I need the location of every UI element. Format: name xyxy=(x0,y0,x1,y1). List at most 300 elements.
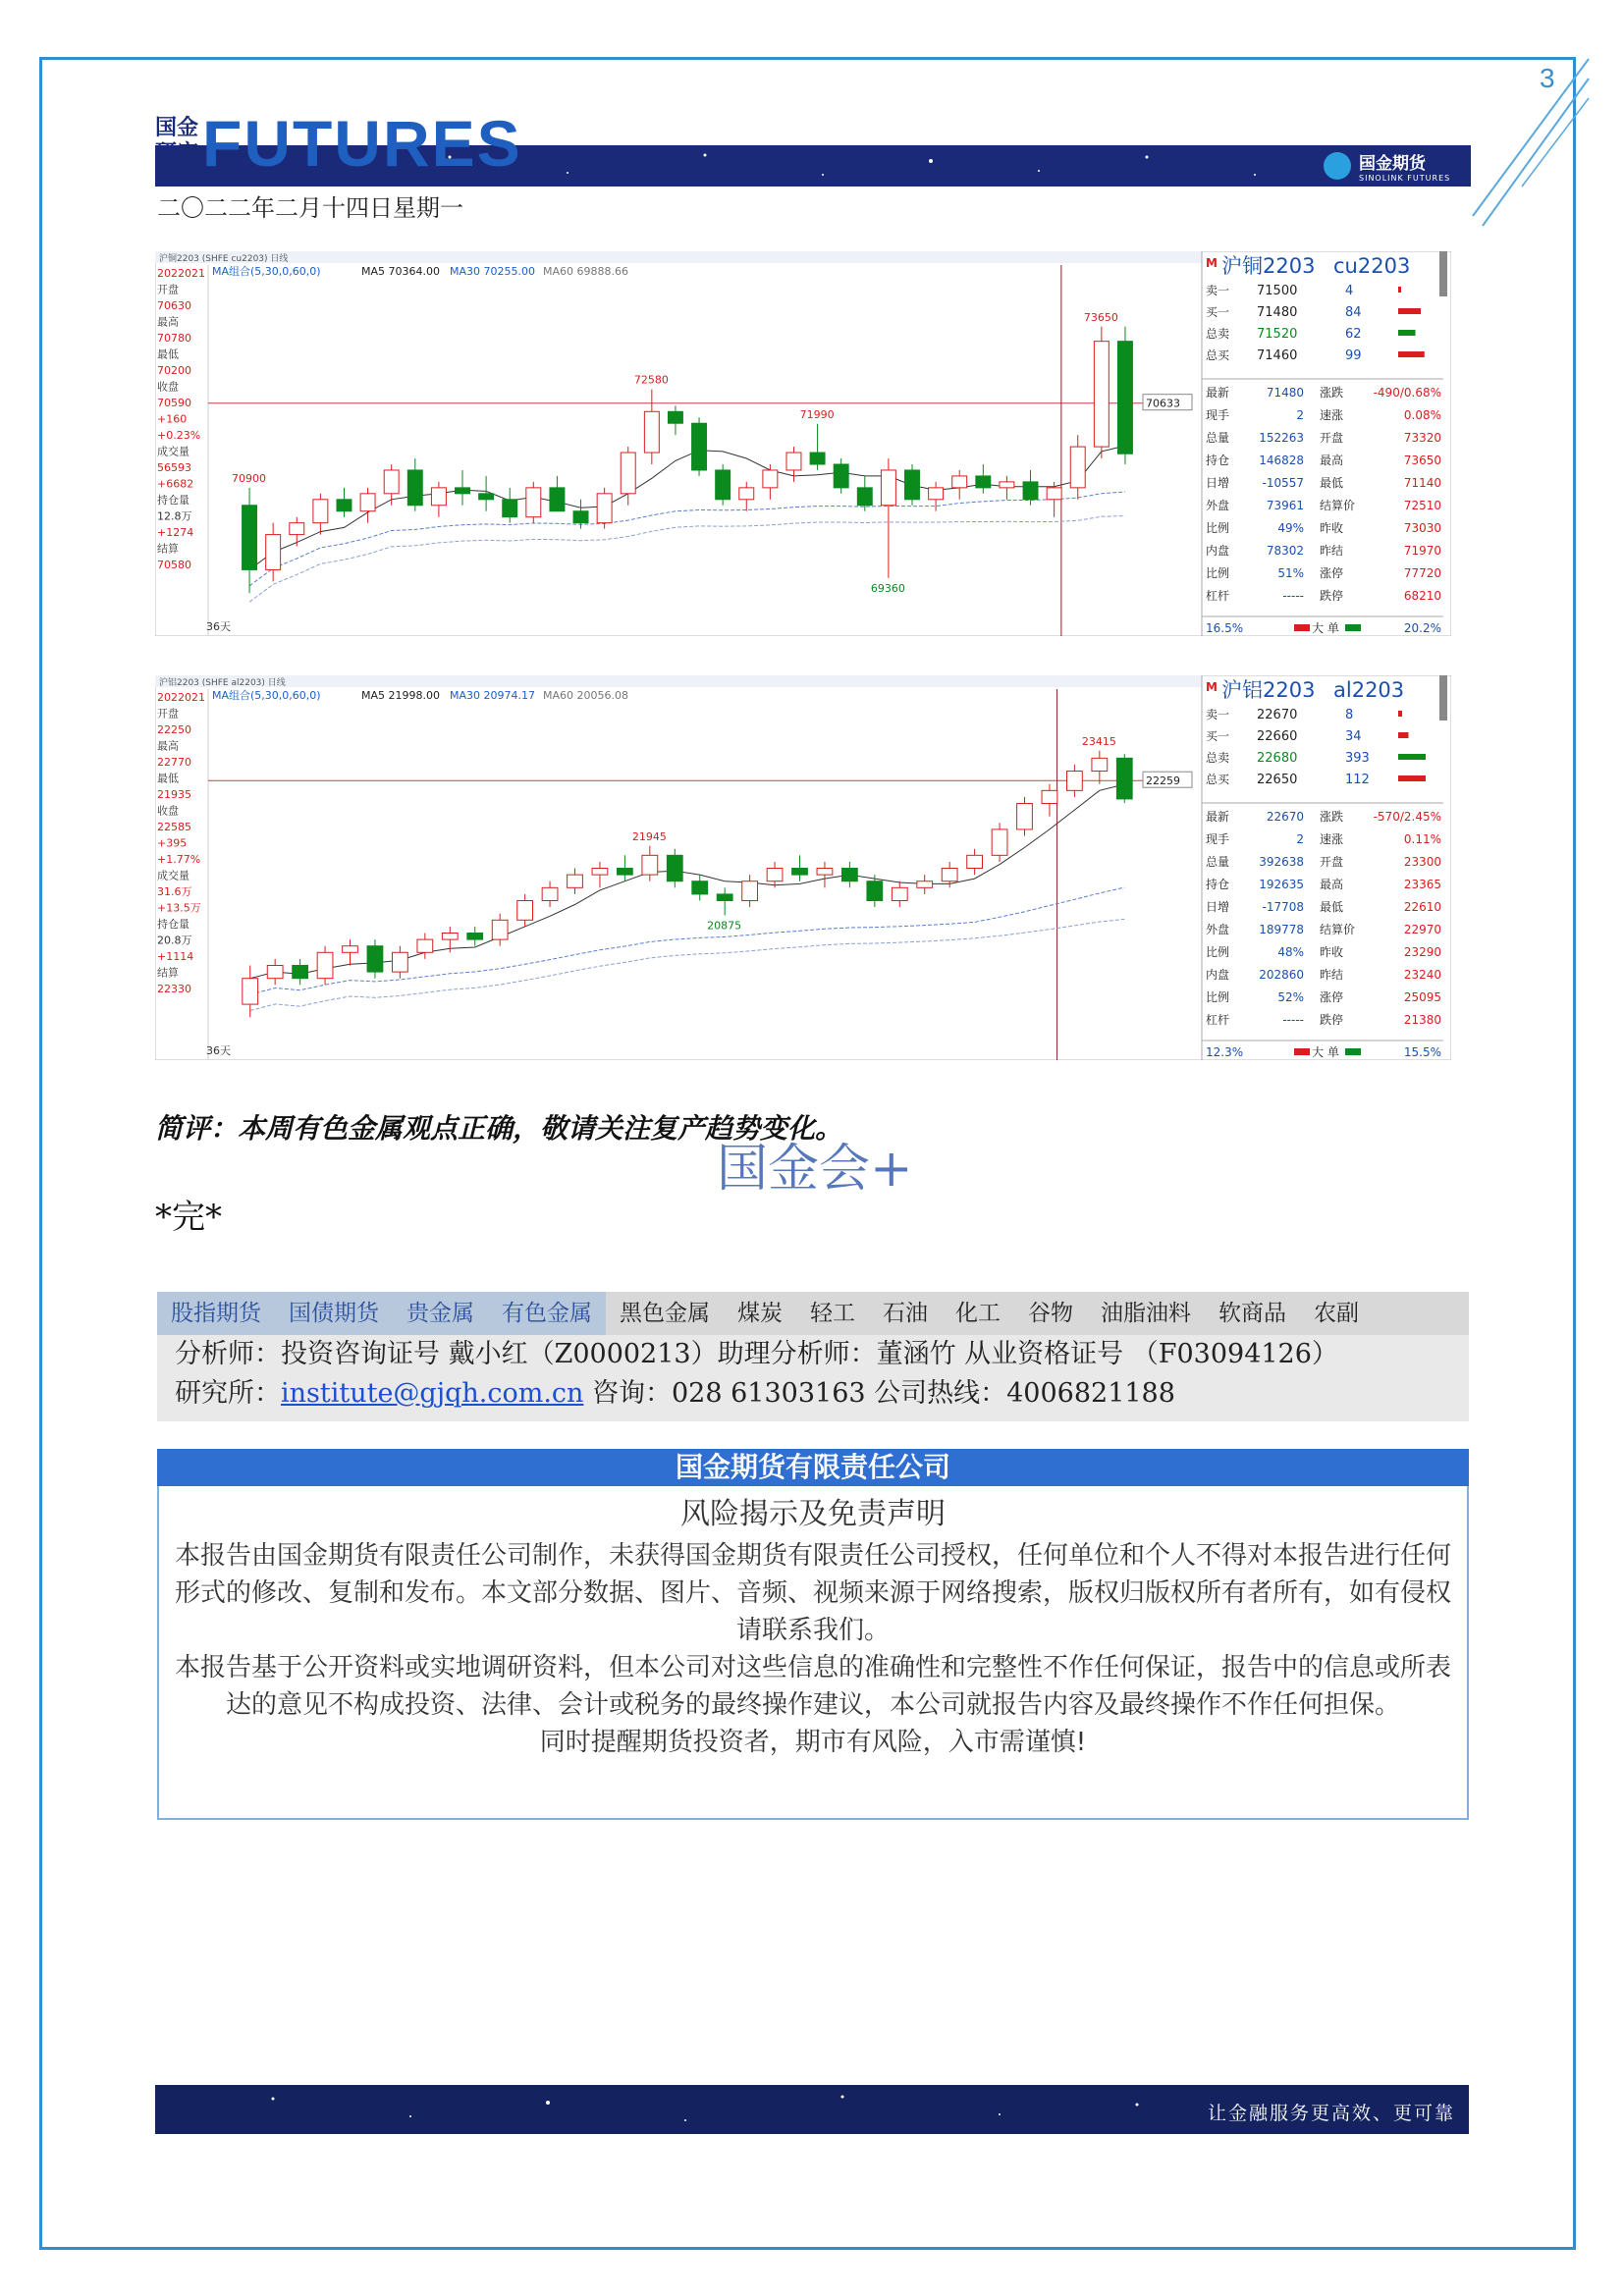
price-annotation: 20875 xyxy=(707,919,742,933)
page-number: 3 xyxy=(1540,63,1555,93)
title-bar: 沪铝2203 (SHFE al2203) 日线 xyxy=(159,678,286,688)
candle-body xyxy=(792,869,808,876)
ma5-label: MA5 70364.00 xyxy=(361,265,440,278)
candle-body xyxy=(1017,804,1033,829)
quote-bar xyxy=(1398,711,1402,717)
left-info-label: 22250 xyxy=(157,723,191,736)
quote-label: 总卖 xyxy=(1206,751,1230,765)
left-info-label: 成交量 xyxy=(157,445,189,458)
footer-mid: 大 单 xyxy=(1312,621,1339,635)
candle-body xyxy=(492,920,508,939)
stat-label2: 最低 xyxy=(1320,900,1344,914)
candle-body xyxy=(857,488,872,506)
quote-price: 22670 xyxy=(1257,708,1298,722)
big-order-down xyxy=(1345,1048,1361,1055)
candle-body xyxy=(267,965,283,978)
candle-body xyxy=(716,470,731,500)
footer-right: 15.5% xyxy=(1403,1045,1441,1059)
stat-value2: 23290 xyxy=(1403,945,1441,959)
candle-body xyxy=(1092,758,1108,771)
candle-body xyxy=(526,488,541,517)
panel-code: cu2203 xyxy=(1333,254,1411,278)
corner-decoration xyxy=(1463,39,1591,236)
stat-value: 202860 xyxy=(1259,968,1304,982)
price-annotation: 21945 xyxy=(631,829,667,843)
stat-value: 2 xyxy=(1296,408,1304,422)
left-info-label: +160 xyxy=(157,412,188,426)
ma60-label: MA60 20056.08 xyxy=(543,689,628,702)
aluminum-chart xyxy=(155,675,1451,1060)
candle-body xyxy=(337,500,352,511)
candle-body xyxy=(568,875,583,887)
stat-label2: 速涨 xyxy=(1320,832,1344,846)
stat-label2: 涨跌 xyxy=(1320,386,1344,400)
candle-body xyxy=(479,494,494,500)
stat-value: 73961 xyxy=(1266,499,1304,512)
quote-bar xyxy=(1398,775,1426,781)
candle-body xyxy=(407,470,422,506)
candle-body xyxy=(243,506,257,570)
quote-label: 总买 xyxy=(1206,348,1230,362)
left-info-label: 收盘 xyxy=(157,804,179,818)
stat-label: 现手 xyxy=(1206,408,1230,422)
candle-body xyxy=(1117,342,1132,454)
candle-body xyxy=(1042,790,1057,803)
candle-body xyxy=(1116,758,1132,799)
quote-label: 买一 xyxy=(1206,305,1230,319)
title-bar-bg xyxy=(155,675,1202,687)
stat-label2: 跌停 xyxy=(1320,589,1344,603)
big-order-down xyxy=(1345,624,1361,631)
stat-label2: 涨停 xyxy=(1320,990,1344,1004)
stat-label2: 涨跌 xyxy=(1320,810,1344,824)
footer-slogan: 让金融服务更高效、更可靠 xyxy=(1207,2103,1455,2124)
tab-9[interactable]: 谷物 xyxy=(1028,1301,1073,1326)
stat-value2: 71970 xyxy=(1403,544,1441,558)
left-info-label: +0.23% xyxy=(157,429,201,442)
left-info-label: 22330 xyxy=(157,983,191,995)
stat-label2: 开盘 xyxy=(1320,855,1344,869)
left-info-label: 22585 xyxy=(157,821,191,833)
candle-body xyxy=(644,411,659,453)
candle-body xyxy=(597,494,612,523)
left-info-label: +1274 xyxy=(157,526,194,539)
title-bar-bg xyxy=(155,251,1202,263)
left-info-label: 最低 xyxy=(157,347,179,361)
left-info-label: 持仓量 xyxy=(157,494,189,507)
left-info-label: +13.5万 xyxy=(157,901,201,915)
quote-label: 卖一 xyxy=(1206,708,1230,721)
price-annotation: 70900 xyxy=(232,471,267,485)
quote-vol: 62 xyxy=(1345,327,1362,342)
stat-label2: 涨停 xyxy=(1320,566,1344,580)
tab-6[interactable]: 轻工 xyxy=(810,1301,855,1326)
quote-price: 22660 xyxy=(1257,729,1298,744)
stat-value: 49% xyxy=(1277,521,1304,535)
left-info-label: 持仓量 xyxy=(157,918,189,931)
left-info-label: 结算 xyxy=(157,966,179,980)
left-info-label: 最高 xyxy=(157,315,179,329)
stat-label2: 最高 xyxy=(1320,454,1344,467)
left-info-label: 结算 xyxy=(157,542,179,556)
quote-vol: 112 xyxy=(1345,773,1370,787)
stat-label2: 结算价 xyxy=(1320,923,1356,936)
stat-label2: 最高 xyxy=(1320,878,1344,891)
candle-body xyxy=(517,901,533,921)
stat-label: 比例 xyxy=(1206,521,1230,535)
quote-vol: 4 xyxy=(1345,284,1354,298)
days-label: 36天 xyxy=(206,620,231,633)
panel-marker: M xyxy=(1206,256,1218,270)
watermark: 国金会+ xyxy=(717,1140,913,1199)
quote-price: 71500 xyxy=(1257,284,1298,298)
footer-banner xyxy=(155,2085,1469,2134)
quote-price: 22650 xyxy=(1257,773,1298,787)
price-annotation: 23415 xyxy=(1081,734,1116,748)
stat-value: 51% xyxy=(1277,566,1304,580)
candle-body xyxy=(992,829,1007,855)
left-info-label: 20.8万 xyxy=(157,934,192,947)
logo-futures: FUTURES xyxy=(202,107,522,180)
tab-11[interactable]: 软商品 xyxy=(1218,1301,1286,1326)
quote-bar xyxy=(1398,287,1401,293)
left-info-label: +1114 xyxy=(157,950,194,963)
stat-label2: 结算价 xyxy=(1320,499,1356,512)
candle-body xyxy=(442,933,458,939)
candle-body xyxy=(967,855,983,868)
left-info-label: 最低 xyxy=(157,772,179,785)
left-info-label: 70580 xyxy=(157,559,191,571)
candle-body xyxy=(817,869,833,876)
stat-value: 2 xyxy=(1296,832,1304,846)
quote-vol: 99 xyxy=(1345,348,1362,363)
stat-value2: 73320 xyxy=(1403,431,1441,445)
quote-vol: 393 xyxy=(1345,751,1370,766)
stat-value: 78302 xyxy=(1266,544,1304,558)
tab-3[interactable]: 有色金属 xyxy=(488,1292,606,1335)
ma60-label: MA60 69888.66 xyxy=(543,265,628,278)
stat-label: 最新 xyxy=(1206,810,1230,824)
left-info-label: +395 xyxy=(157,836,188,850)
candle-body xyxy=(917,881,933,888)
category-tabs xyxy=(157,1292,1469,1335)
price-annotation: 73650 xyxy=(1083,310,1118,324)
stat-value2: 77720 xyxy=(1403,566,1441,580)
stat-label2: 昨结 xyxy=(1320,968,1344,982)
stat-value2: -570/2.45% xyxy=(1373,810,1441,824)
quote-vol: 34 xyxy=(1345,729,1362,744)
quote-bar xyxy=(1398,308,1421,314)
ma5-label: MA5 21998.00 xyxy=(361,689,440,702)
stat-label: 持仓 xyxy=(1206,454,1230,467)
stat-label: 外盘 xyxy=(1206,499,1230,512)
panel-scroll xyxy=(1439,251,1447,296)
candle-body xyxy=(343,946,358,953)
tab-4[interactable]: 黑色金属 xyxy=(620,1301,710,1326)
stat-label: 比例 xyxy=(1206,945,1230,959)
quote-bar xyxy=(1398,732,1409,738)
candle-body xyxy=(313,500,328,523)
brand-name: 国金期货 SINOLINK FUTURES xyxy=(1359,154,1451,183)
stat-value2: 22970 xyxy=(1403,923,1441,936)
stat-value: 152263 xyxy=(1259,431,1304,445)
candle-body xyxy=(1070,447,1085,488)
stat-value2: -490/0.68% xyxy=(1373,386,1441,400)
candle-body xyxy=(692,881,708,894)
candle-body xyxy=(1047,488,1061,500)
analyst-info xyxy=(157,1335,1469,1421)
candle-body xyxy=(929,488,944,500)
stat-value2: 73030 xyxy=(1403,521,1441,535)
stat-label: 日增 xyxy=(1206,900,1230,914)
report-date: 二〇二二年二月十四日星期一 xyxy=(157,194,463,222)
left-info-label: 56593 xyxy=(157,461,191,474)
candle-body xyxy=(742,881,758,901)
panel-scroll xyxy=(1439,675,1447,721)
stat-value: -10557 xyxy=(1262,476,1304,490)
stat-value: ----- xyxy=(1282,589,1304,603)
stat-label: 比例 xyxy=(1206,566,1230,580)
candle-body xyxy=(717,894,732,901)
stat-value: 71480 xyxy=(1266,386,1304,400)
stat-value: 22670 xyxy=(1266,810,1304,824)
candle-body xyxy=(892,887,907,900)
stat-label2: 最低 xyxy=(1320,476,1344,490)
candle-body xyxy=(942,869,957,881)
footer-mid: 大 单 xyxy=(1312,1045,1339,1059)
quote-label: 总买 xyxy=(1206,773,1230,786)
panel-marker: M xyxy=(1206,680,1218,694)
stat-label: 日增 xyxy=(1206,476,1230,490)
stat-value: 189778 xyxy=(1259,923,1304,936)
candle-body xyxy=(739,488,754,500)
quote-bar xyxy=(1398,754,1426,760)
candle-body xyxy=(573,511,588,523)
quote-price: 71460 xyxy=(1257,348,1298,363)
stat-value: 48% xyxy=(1277,945,1304,959)
panel-name: 沪铜2203 xyxy=(1221,254,1316,278)
candle-body xyxy=(542,887,558,900)
candle-body xyxy=(767,869,783,881)
tab-2[interactable]: 贵金属 xyxy=(393,1292,488,1335)
candle-body xyxy=(834,464,848,488)
stat-label: 现手 xyxy=(1206,832,1230,846)
quote-vol: 84 xyxy=(1345,305,1362,320)
big-order-up xyxy=(1294,1048,1310,1055)
candle-body xyxy=(456,488,470,494)
left-info-label: 22770 xyxy=(157,756,191,769)
tab-7[interactable]: 石油 xyxy=(883,1301,928,1326)
stat-label2: 跌停 xyxy=(1320,1013,1344,1027)
stat-label: 比例 xyxy=(1206,990,1230,1004)
candle-body xyxy=(1023,482,1038,500)
candle-body xyxy=(266,535,281,570)
panel-code: al2203 xyxy=(1333,678,1405,702)
panel-name: 沪铝2203 xyxy=(1221,678,1316,702)
big-order-up xyxy=(1294,624,1310,631)
logo-cn: 国金 研究 xyxy=(155,116,199,166)
left-info-label: 开盘 xyxy=(157,283,179,296)
quote-vol: 8 xyxy=(1345,708,1354,722)
ma30-label: MA30 70255.00 xyxy=(450,265,535,278)
days-label: 36天 xyxy=(206,1044,231,1057)
stat-value2: 23365 xyxy=(1403,878,1441,891)
candle-body xyxy=(503,500,517,517)
candle-body xyxy=(621,453,635,494)
stat-label: 内盘 xyxy=(1206,544,1230,558)
candle-body xyxy=(1094,342,1109,447)
candle-body xyxy=(618,869,633,876)
candle-body xyxy=(431,488,446,506)
left-info-label: 最高 xyxy=(157,739,179,753)
candle-body xyxy=(842,869,858,881)
candle-body xyxy=(317,952,333,978)
stat-label: 持仓 xyxy=(1206,878,1230,891)
footer-right: 20.2% xyxy=(1403,621,1441,635)
stat-label2: 昨结 xyxy=(1320,544,1344,558)
tab-12[interactable]: 农副 xyxy=(1314,1301,1359,1326)
stat-label: 外盘 xyxy=(1206,923,1230,936)
left-info-label: 2022021 xyxy=(157,267,205,280)
stat-value: 52% xyxy=(1277,990,1304,1004)
copper-chart xyxy=(155,251,1451,636)
candle-body xyxy=(952,476,967,488)
stat-value2: 21380 xyxy=(1403,1013,1441,1027)
tab-5[interactable]: 煤炭 xyxy=(737,1301,783,1326)
stat-label: 杠杆 xyxy=(1206,1013,1230,1027)
stat-value: 192635 xyxy=(1259,878,1304,891)
stat-value2: 71140 xyxy=(1403,476,1441,490)
left-info-label: +1.77% xyxy=(157,853,201,866)
candle-body xyxy=(976,476,991,488)
stat-label2: 速涨 xyxy=(1320,408,1344,422)
quote-price: 22680 xyxy=(1257,751,1298,766)
candle-body xyxy=(881,470,895,506)
quote-bar xyxy=(1398,330,1416,336)
candle-body xyxy=(360,494,375,511)
candle-body xyxy=(1000,482,1014,488)
brand-logo-icon xyxy=(1324,152,1351,180)
stat-value2: 72510 xyxy=(1403,499,1441,512)
company-name: 国金期货有限责任公司 xyxy=(157,1449,1469,1486)
stat-label: 总量 xyxy=(1206,431,1230,445)
stat-value2: 0.08% xyxy=(1403,408,1441,422)
disclaimer-p2: 本报告基于公开资料或实地调研资料，但本公司对这些信息的准确性和完整性不作任何保证，报告中的信息或所表达的意见不构成投资、法律、会计或税务的最终操作建议，本公司就报告内容及最终操作不作任何担保。 xyxy=(174,1653,1451,1720)
candle-body xyxy=(642,855,658,875)
contact-line: 研究所：institute@gjqh.com.cn 咨询：028 61303163 公司热线：4006821188 xyxy=(175,1378,1175,1409)
stat-value2: 23240 xyxy=(1403,968,1441,982)
candle-body xyxy=(417,939,433,952)
email-link[interactable]: institute@gjqh.com.cn xyxy=(281,1378,584,1409)
tab-8[interactable]: 化工 xyxy=(955,1301,1001,1326)
candle-body xyxy=(367,946,383,972)
ma-legend: MA组合(5,30,0,60,0) xyxy=(212,689,321,702)
tab-0[interactable]: 股指期货 xyxy=(157,1292,275,1335)
footer-left: 12.3% xyxy=(1206,1045,1244,1059)
left-info-label: 70590 xyxy=(157,397,191,409)
quote-label: 卖一 xyxy=(1206,284,1230,297)
disclaimer xyxy=(157,1486,1469,1820)
stat-label: 杠杆 xyxy=(1206,589,1230,603)
left-info-label: 21935 xyxy=(157,788,191,801)
stat-value2: 22610 xyxy=(1403,900,1441,914)
stat-value: -17708 xyxy=(1262,900,1304,914)
disclaimer-p3: 同时提醒期货投资者，期市有风险，入市需谨慎! xyxy=(539,1728,1087,1757)
left-info-label: 开盘 xyxy=(157,707,179,721)
candle-body xyxy=(243,979,258,1004)
price-annotation: 72580 xyxy=(633,373,669,387)
stat-value2: 25095 xyxy=(1403,990,1441,1004)
stat-value: 146828 xyxy=(1259,454,1304,467)
left-info-label: 12.8万 xyxy=(157,509,192,523)
candle-body xyxy=(786,453,801,470)
stat-value2: 0.11% xyxy=(1403,832,1441,846)
stat-value2: 73650 xyxy=(1403,454,1441,467)
left-info-label: 31.6万 xyxy=(157,885,192,898)
left-info-label: +6682 xyxy=(157,477,194,491)
quote-bar xyxy=(1398,351,1425,357)
price-annotation: 69360 xyxy=(870,581,905,595)
candle-body xyxy=(550,488,565,511)
left-info-label: 2022021 xyxy=(157,691,205,704)
end-mark: *完* xyxy=(155,1198,222,1237)
stat-label: 总量 xyxy=(1206,855,1230,869)
price-annotation: 71990 xyxy=(799,407,835,421)
candle-body xyxy=(467,933,483,939)
candle-body xyxy=(393,952,408,972)
left-info-label: 70630 xyxy=(157,299,191,312)
stat-label: 最新 xyxy=(1206,386,1230,400)
left-info-label: 70780 xyxy=(157,332,191,345)
stat-value2: 23300 xyxy=(1403,855,1441,869)
title-bar: 沪铜2203 (SHFE cu2203) 日线 xyxy=(159,254,289,264)
stat-value: ----- xyxy=(1282,1013,1304,1027)
tab-1[interactable]: 国债期货 xyxy=(275,1292,393,1335)
disclaimer-title: 风险揭示及免责声明 xyxy=(680,1497,946,1531)
tab-10[interactable]: 油脂油料 xyxy=(1101,1301,1191,1326)
quote-price: 71480 xyxy=(1257,305,1298,320)
analyst-line: 分析师：投资咨询证号 戴小红（Z0000213）助理分析师：董涵竹 从业资格证号 （F03094126） xyxy=(175,1339,1338,1369)
stat-value2: 68210 xyxy=(1403,589,1441,603)
left-info-label: 70200 xyxy=(157,364,191,377)
candle-body xyxy=(867,881,883,901)
disclaimer-p1: 本报告由国金期货有限责任公司制作，未获得国金期货有限责任公司授权，任何单位和个人不得对本报告进行任何形式的修改、复制和发布。本文部分数据、图片、音频、视频来源于网络搜索，版权归版权所有者所有，如有侵权请联系我们。 xyxy=(174,1541,1451,1645)
stat-value: 392638 xyxy=(1259,855,1304,869)
stat-label2: 开盘 xyxy=(1320,431,1344,445)
candle-body xyxy=(1067,772,1083,791)
candle-body xyxy=(668,411,682,423)
candle-body xyxy=(905,470,920,500)
ma30-label: MA30 20974.17 xyxy=(450,689,535,702)
left-info-label: 成交量 xyxy=(157,869,189,882)
candle-body xyxy=(667,855,682,881)
candle-body xyxy=(763,470,778,488)
left-info-label: 收盘 xyxy=(157,380,179,394)
stat-label2: 昨收 xyxy=(1320,945,1344,959)
ma-legend: MA组合(5,30,0,60,0) xyxy=(212,265,321,278)
candle-body xyxy=(290,523,304,535)
quote-label: 总卖 xyxy=(1206,327,1230,341)
footer-left: 16.5% xyxy=(1206,621,1244,635)
candle-body xyxy=(592,869,608,876)
price-tag: 70633 xyxy=(1146,397,1180,410)
candle-body xyxy=(293,965,308,978)
quote-price: 71520 xyxy=(1257,327,1298,342)
comment: 简评：本周有色金属观点正确，敬请关注复产趋势变化。 xyxy=(155,1112,843,1145)
stat-label2: 昨收 xyxy=(1320,521,1344,535)
candle-body xyxy=(384,470,399,494)
candle-body xyxy=(692,423,707,470)
